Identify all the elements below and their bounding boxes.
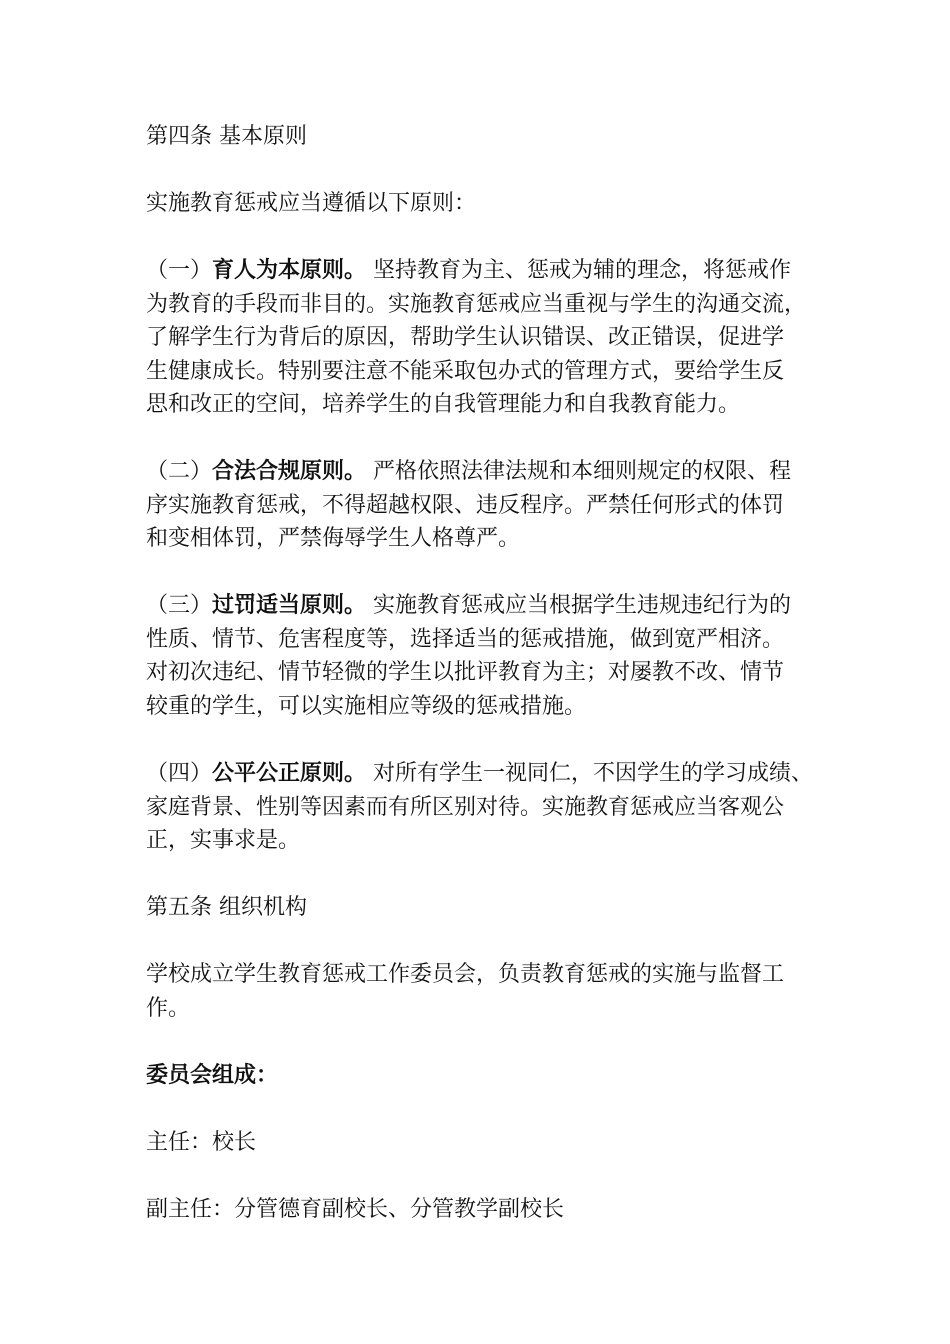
principle-4-text: 对所有学生一视同仁，不因学生的学习成绩、 <box>366 761 814 786</box>
principle-1 <box>146 254 816 422</box>
principle-1-line-1 <box>146 254 816 288</box>
principle-4-line-1 <box>146 757 816 791</box>
article-5-title: 第五条 组织机构 <box>146 895 307 920</box>
committee-vice-chair: 副主任：分管德育副校长、分管教学副校长 <box>146 1197 565 1222</box>
principle-4 <box>146 757 816 858</box>
principle-3-line-4: 较重的学生，可以实施相应等级的惩戒措施。 <box>146 693 587 719</box>
principle-3 <box>146 589 816 723</box>
article-4-intro: 实施教育惩戒应当遵循以下原则： <box>146 191 477 216</box>
committee-chair: 主任：校长 <box>146 1130 257 1155</box>
principle-1-line-2: 为教育的手段而非目的。实施教育惩戒应当重视与学生的沟通交流， <box>146 291 807 317</box>
principle-2-text: 严格依照法律法规和本细则规定的权限、程 <box>366 459 792 484</box>
principle-3-line-3: 对初次违纪、情节轻微的学生以批评教育为主；对屡教不改、情节 <box>146 660 785 685</box>
principle-2-name: 合法合规原则。 <box>212 458 367 484</box>
principle-3-line-1 <box>146 589 816 623</box>
principle-3-text: 实施教育惩戒应当根据学生违规违纪行为的 <box>366 593 792 618</box>
principle-3-line-2: 性质、情节、危害程度等，选择适当的惩戒措施，做到宽严相济。 <box>146 626 785 652</box>
principle-2-line-1 <box>146 455 816 489</box>
committee-heading: 委员会组成： <box>146 1062 279 1088</box>
principle-2-line-3: 和变相体罚，严禁侮辱学生人格尊严。 <box>146 526 521 551</box>
article-5-body <box>146 958 816 1025</box>
principle-2-line-2: 序实施教育惩戒，不得超越权限、违反程序。严禁任何形式的体罚 <box>146 492 785 518</box>
article-4-title: 第四条 基本原则 <box>146 124 307 149</box>
principle-1-text: 坚持教育为主、惩戒为辅的理念，将惩戒作 <box>366 258 792 283</box>
principle-1-line-5: 思和改正的空间，培养学生的自我管理能力和自我教育能力。 <box>146 392 741 417</box>
principle-1-line-3: 了解学生行为背后的原因，帮助学生认识错误、改正错误，促进学 <box>146 325 785 350</box>
article-5-body-line-1: 学校成立学生教育惩戒工作委员会，负责教育惩戒的实施与监督工 <box>146 962 785 987</box>
principle-1-line-4: 生健康成长。特别要注意不能采取包办式的管理方式，要给学生反 <box>146 358 785 384</box>
principle-4-line-2: 家庭背景、性别等因素而有所区别对待。实施教育惩戒应当客观公 <box>146 794 785 820</box>
principle-4-line-3: 正，实事求是。 <box>146 828 301 853</box>
principle-1-number: （一） <box>146 258 213 283</box>
principle-2-number: （二） <box>146 459 213 484</box>
principle-3-name: 过罚适当原则。 <box>212 592 367 618</box>
principle-2 <box>146 455 816 556</box>
article-5-body-line-2: 作。 <box>146 995 191 1021</box>
principle-4-number: （四） <box>146 761 213 786</box>
principle-1-name: 育人为本原则。 <box>212 257 367 283</box>
principle-4-name: 公平公正原则。 <box>212 760 367 786</box>
principle-3-number: （三） <box>146 593 213 618</box>
